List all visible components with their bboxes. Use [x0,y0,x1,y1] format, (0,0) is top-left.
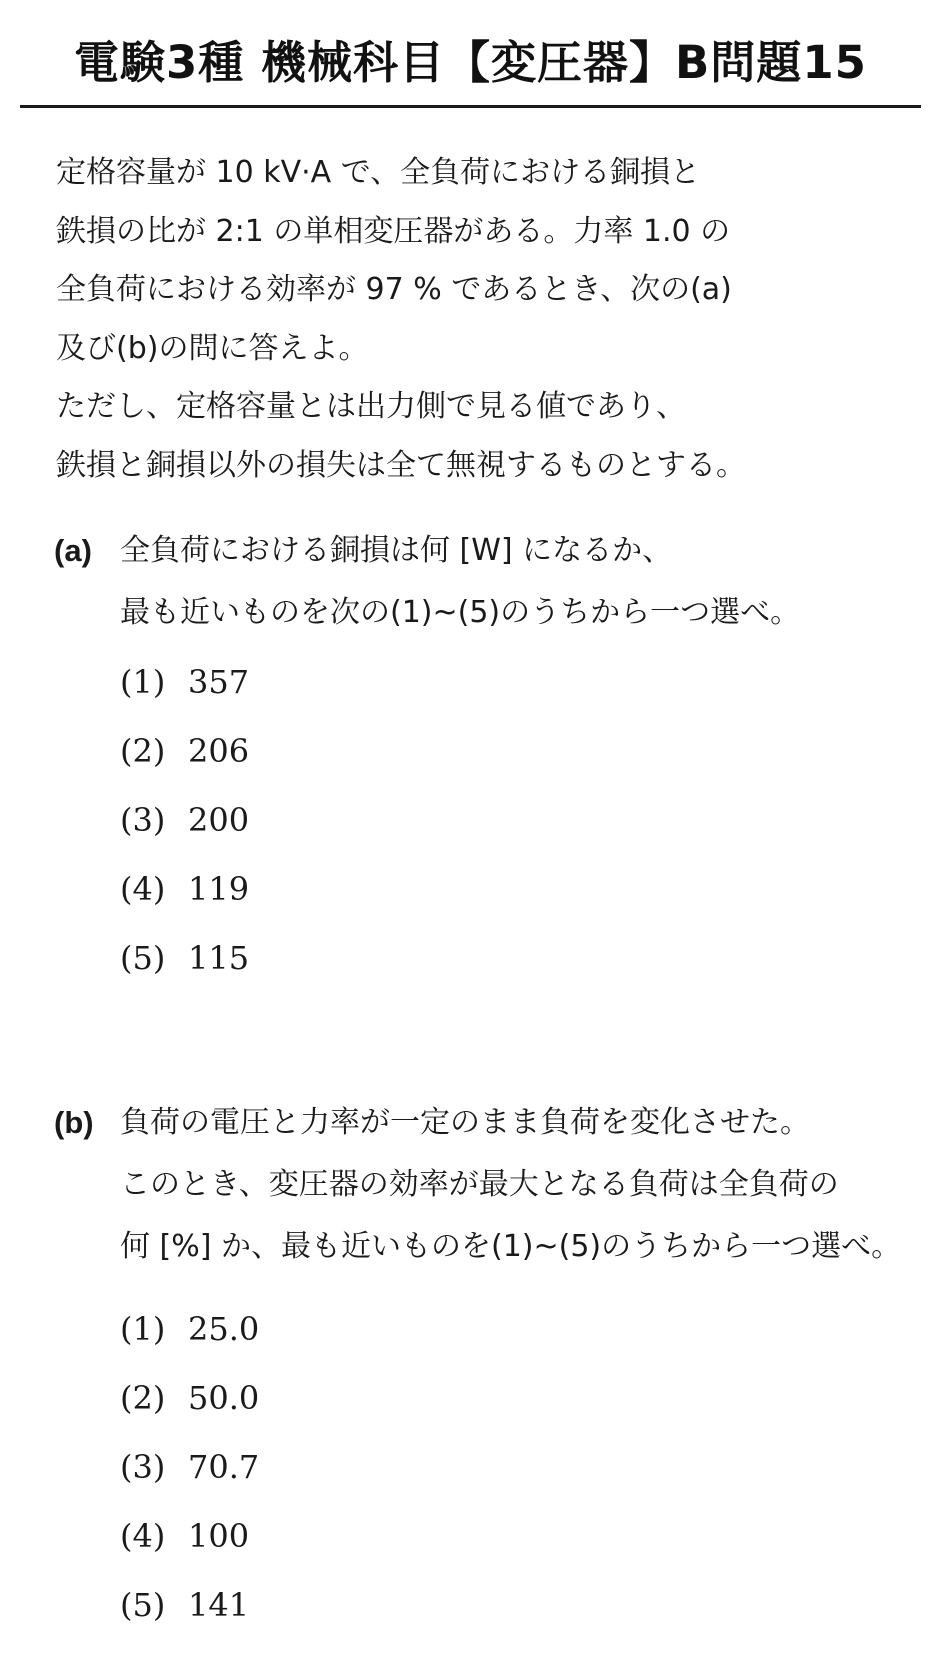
statement-line: 鉄損の比が 2:1 の単相変圧器がある。力率 1.0 の [56,213,731,249]
question-line: このとき、変圧器の効率が最大となる負荷は全負荷の [120,1167,839,1202]
choice-value: 100 [188,1517,250,1555]
choice-item [120,855,620,924]
choice-value: 141 [188,1586,250,1624]
choice-number: (4) [120,1517,166,1555]
choice-value: 50.0 [188,1379,260,1417]
choice-number: (2) [120,732,166,770]
page-title: 電験3種 機械科目【変圧器】B問題15 [74,36,867,89]
statement-line: 鉄損と銅損以外の損失は全て無視するものとする。 [56,447,746,483]
statement-line: 定格容量が 10 kV·A で、全負荷における銅損と [56,155,701,190]
choice-item [120,648,620,717]
choice-number: (5) [120,1586,166,1624]
choice-item [120,1295,620,1364]
question-line: 何 [%] か、最も近いものを(1)~(5)のうちから一つ選べ。 [120,1229,902,1264]
choice-number: (2) [120,1379,166,1417]
choice-number: (3) [120,801,166,839]
choice-item [120,1433,620,1502]
choice-number: (3) [120,1448,166,1486]
statement-line: ただし、定格容量とは出力側で見る値であり、 [56,389,686,424]
choice-item [120,924,620,993]
question-b-label: (b) [54,1105,94,1140]
question-a-label: (a) [54,533,92,568]
choice-item [120,1364,620,1433]
statement-line: 及び(b)の問に答えよ。 [56,330,369,366]
choice-number: (1) [120,1310,166,1348]
choice-value: 119 [188,870,250,908]
choice-number: (4) [120,870,166,908]
choice-value: 357 [188,663,250,701]
question-a-choices [120,648,620,993]
choice-value: 70.7 [188,1448,260,1486]
problem-statement [56,144,916,495]
question-b-text [120,1092,930,1278]
question-b-choices [120,1295,620,1640]
choice-value: 200 [188,801,250,839]
statement-line: 全負荷における効率が 97 % であるとき、次の(a) [56,272,732,307]
title-divider [20,105,921,108]
choice-value: 25.0 [188,1310,260,1348]
question-line: 負荷の電圧と力率が一定のまま負荷を変化させた。 [120,1105,810,1140]
choice-item [120,1571,620,1640]
choice-item [120,786,620,855]
question-line: 最も近いものを次の(1)~(5)のうちから一つ選べ。 [120,595,801,630]
choice-item [120,1502,620,1571]
question-line: 全負荷における銅損は何 [W] になるか、 [120,533,673,568]
choice-number: (1) [120,663,166,701]
choice-value: 206 [188,732,250,770]
choice-item [120,717,620,786]
question-a-text [120,520,930,644]
choice-value: 115 [188,939,250,977]
choice-number: (5) [120,939,166,977]
